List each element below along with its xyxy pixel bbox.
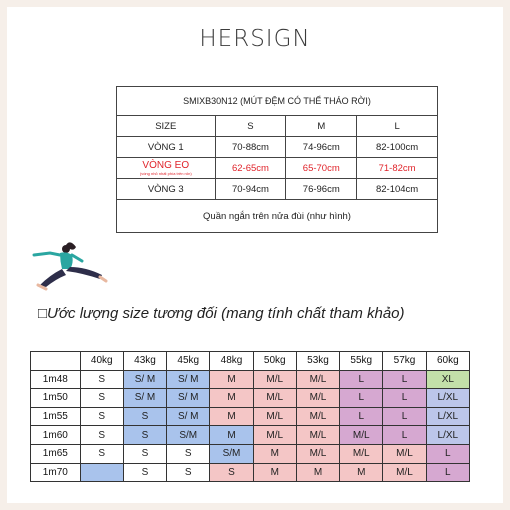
size-cell: S: [80, 407, 123, 426]
hip-label: VÒNG 3: [117, 179, 216, 200]
size-header: SIZE: [117, 116, 216, 137]
height-row: [31, 463, 470, 482]
shorts-note: Quần ngắn trên nửa đùi (như hình): [117, 200, 438, 233]
hip-l: 82-104cm: [357, 179, 438, 200]
size-cell: L: [383, 370, 426, 389]
waist-s: 62-65cm: [215, 158, 286, 179]
size-cell: L/XL: [426, 407, 469, 426]
product-code-title: SMIXB30N12 (MÚT ĐỆM CÓ THỂ THÁO RỜI): [117, 87, 438, 116]
size-cell: L: [340, 389, 383, 408]
size-cell: S/ M: [167, 370, 210, 389]
height-label: 1m50: [31, 389, 81, 408]
size-cell: L/XL: [426, 426, 469, 445]
weight-header: 48kg: [210, 352, 253, 371]
size-cell: S: [80, 426, 123, 445]
size-cell: L: [383, 407, 426, 426]
weight-header: 60kg: [426, 352, 469, 371]
size-cell: S: [80, 444, 123, 463]
height-row: [31, 444, 470, 463]
estimate-heading: □Ước lượng size tương đối (mang tính chất tham khảo): [38, 305, 405, 322]
weight-header: 55kg: [340, 352, 383, 371]
size-cell: M/L: [296, 407, 339, 426]
weight-header: 43kg: [123, 352, 166, 371]
corner-cell: [31, 352, 81, 371]
size-cell: M: [210, 426, 253, 445]
hip-s: 70-94cm: [215, 179, 286, 200]
size-cell: S/M: [167, 426, 210, 445]
size-measurement-table: [116, 86, 438, 233]
bust-m: 74-96cm: [286, 137, 357, 158]
weight-header: 40kg: [80, 352, 123, 371]
weight-header: 53kg: [296, 352, 339, 371]
size-cell: S/ M: [123, 370, 166, 389]
size-cell: M/L: [383, 463, 426, 482]
size-cell: M/L: [340, 444, 383, 463]
yoga-figure-illustration: [30, 233, 110, 295]
height-row: [31, 370, 470, 389]
size-header-s: S: [215, 116, 286, 137]
bust-s: 70-88cm: [215, 137, 286, 158]
size-cell: M: [253, 463, 296, 482]
waist-label-cell: [117, 158, 216, 179]
size-cell: M: [210, 389, 253, 408]
waist-l: 71-82cm: [357, 158, 438, 179]
size-cell: M/L: [253, 370, 296, 389]
height-row: [31, 407, 470, 426]
height-row: [31, 426, 470, 445]
height-label: 1m65: [31, 444, 81, 463]
size-cell: M/L: [296, 426, 339, 445]
size-cell: M/L: [340, 426, 383, 445]
size-cell: [80, 463, 123, 482]
size-cell: L: [383, 426, 426, 445]
size-cell: S: [123, 426, 166, 445]
height-label: 1m60: [31, 426, 81, 445]
size-cell: L/XL: [426, 389, 469, 408]
size-estimate-table: [30, 351, 470, 482]
height-label: 1m70: [31, 463, 81, 482]
size-cell: M/L: [253, 389, 296, 408]
size-cell: M: [253, 444, 296, 463]
size-cell: S: [123, 444, 166, 463]
size-cell: XL: [426, 370, 469, 389]
size-cell: M/L: [296, 444, 339, 463]
weight-header: 57kg: [383, 352, 426, 371]
size-cell: L: [426, 463, 469, 482]
size-cell: L: [426, 444, 469, 463]
size-cell: L: [340, 407, 383, 426]
size-cell: S/M: [210, 444, 253, 463]
size-cell: L: [383, 389, 426, 408]
size-cell: M/L: [296, 389, 339, 408]
height-label: 1m48: [31, 370, 81, 389]
size-cell: S/ M: [167, 389, 210, 408]
size-cell: S/ M: [167, 407, 210, 426]
brand-logo: HERSIGN: [199, 26, 311, 52]
size-cell: S: [123, 463, 166, 482]
size-cell: M/L: [383, 444, 426, 463]
bust-label: VÒNG 1: [117, 137, 216, 158]
size-header-l: L: [357, 116, 438, 137]
weight-header: 45kg: [167, 352, 210, 371]
size-cell: L: [340, 370, 383, 389]
size-cell: S: [80, 389, 123, 408]
height-label: 1m55: [31, 407, 81, 426]
size-cell: S: [123, 407, 166, 426]
size-cell: M: [340, 463, 383, 482]
size-cell: M: [210, 407, 253, 426]
size-cell: M/L: [253, 426, 296, 445]
size-cell: M: [296, 463, 339, 482]
size-cell: M: [210, 370, 253, 389]
size-cell: S: [167, 444, 210, 463]
height-row: [31, 389, 470, 408]
waist-sublabel: (vòng nhỏ nhất phía trên rốn): [139, 171, 192, 176]
size-cell: M/L: [296, 370, 339, 389]
size-cell: S: [80, 370, 123, 389]
size-header-m: M: [286, 116, 357, 137]
hip-m: 76-96cm: [286, 179, 357, 200]
weight-header: 50kg: [253, 352, 296, 371]
waist-m: 65-70cm: [286, 158, 357, 179]
waist-label: VÒNG EO: [142, 160, 190, 171]
size-cell: S: [210, 463, 253, 482]
size-cell: S: [167, 463, 210, 482]
bust-l: 82-100cm: [357, 137, 438, 158]
size-cell: S/ M: [123, 389, 166, 408]
size-cell: M/L: [253, 407, 296, 426]
